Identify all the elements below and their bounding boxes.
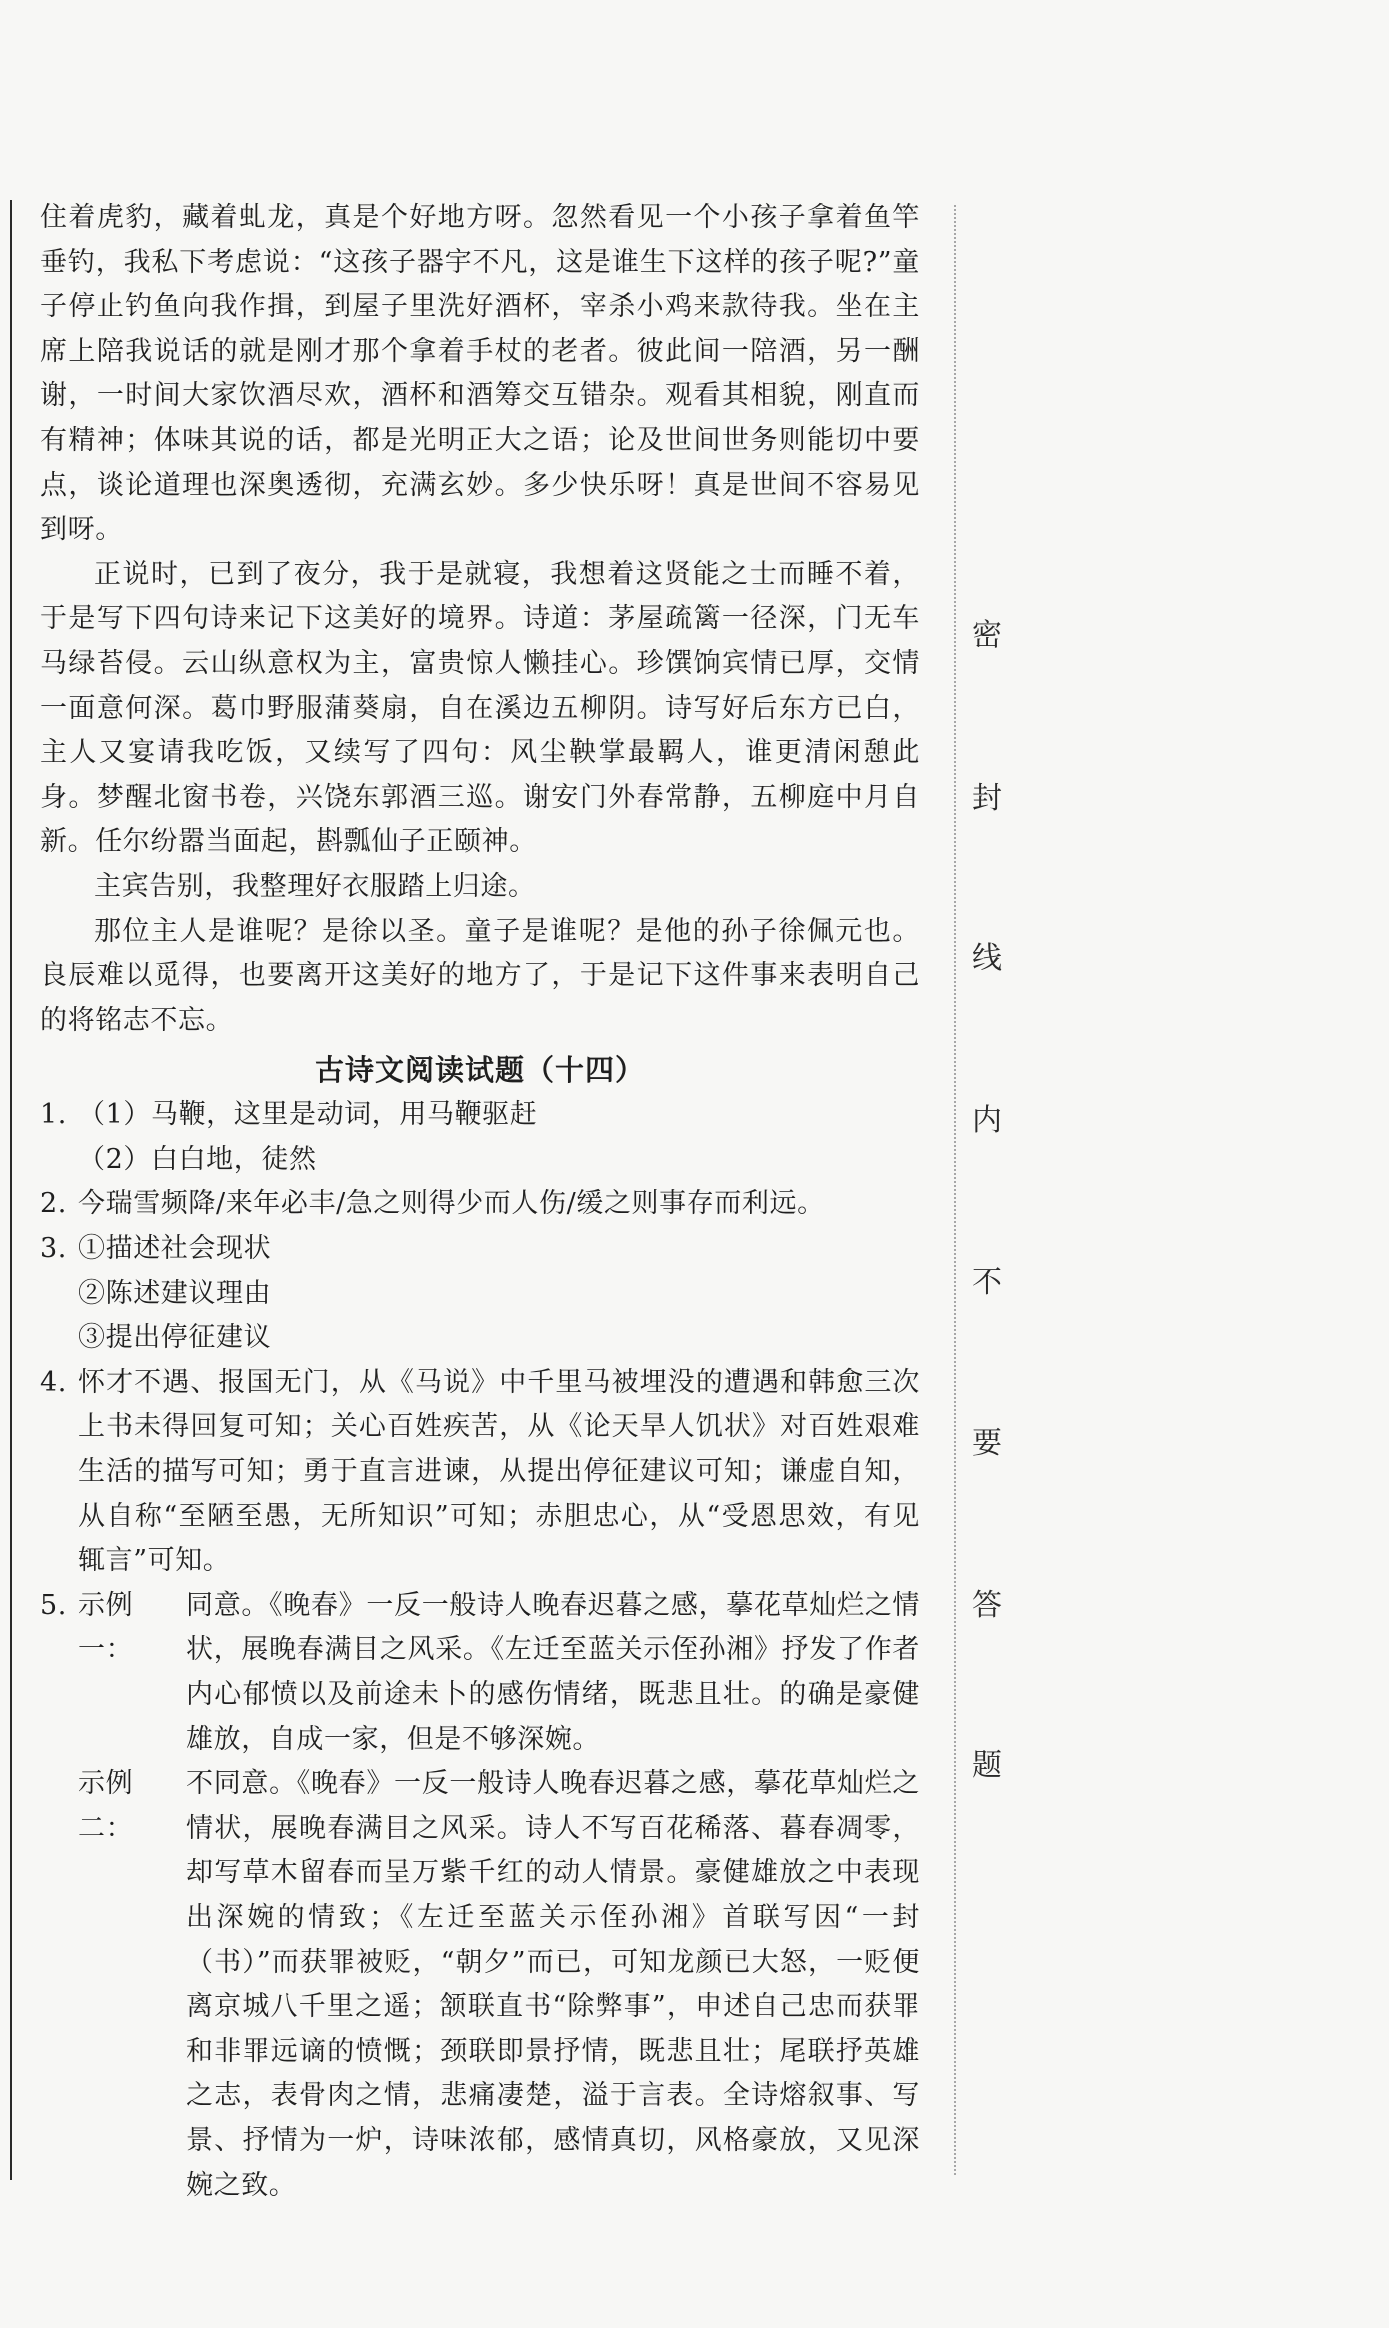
passage-paragraph-2: 正说时，已到了夜分，我于是就寝，我想着这贤能之士而睡不着，于是写下四句诗来记下这美好的境界。诗道：茅屋疏篱一径深，门无车马绿苔侵。云山纵意权为主，富贵惊人懒挂心。珍馔饷宾情已厚，交情一面意何深。葛巾野服蒲葵扇，自在溪边五柳阴。诗写好后东方已白，主人又宴请我吃饭，又续写了四句：风尘鞅掌最羁人，谁更清闲憩此身。梦醒北窗书卷，兴饶东郭酒三巡。谢安门外春常静，五柳庭中月自新。任尔纷嚣当面起，斟瓢仙子正颐神。 [40,558,920,858]
answer-1 [40,1093,920,1182]
answer-text: ③提出停征建议 [78,1322,272,1354]
answer-text: 怀才不遇、报国无门，从《马说》中千里马被埋没的遭遇和韩愈三次上书未得回复可知；关心百姓疾苦，从《论天旱人饥状》对百姓艰难生活的描写可知；勇于直言进谏，从提出停征建议可知；谦虚自知，从自称“至陋至愚，无所知识”可知；赤胆忠心，从“受恩思效，有见辄言”可知。 [78,1366,920,1577]
seal-char: 内 [972,1103,1002,1138]
seal-char: 线 [972,941,1002,976]
answer-number: 3. [40,1233,67,1265]
main-text-column [40,196,920,2208]
answer-5 [40,1584,920,2208]
seal-char: 要 [972,1426,1002,1461]
seal-char: 密 [972,618,1002,653]
answer-3 [40,1227,920,1361]
answer-text: （1）马鞭，这里是动词，用马鞭驱赶 [78,1099,538,1131]
passage-paragraph-3: 主宾告别，我整理好衣服踏上归途。 [94,870,536,902]
example-label: 示例二： [78,1768,134,1844]
answer-text: ②陈述建议理由 [78,1277,272,1309]
answer-number: 1. [40,1099,67,1131]
answer-number: 2. [40,1188,67,1220]
answer-4 [40,1361,920,1584]
answer-number: 4. [40,1366,67,1398]
answer-number: 5. [40,1589,67,1621]
example-text: 不同意。《晚春》一反一般诗人晚春迟暮之感，摹花草灿烂之情状，展晚春满目之风采。诗人不写百花稀落、暮春凋零，却写草木留春而呈万紫千红的动人情景。豪健雄放之中表现出深婉的情致；《左迁至蓝关示侄孙湘》首联写因“一封（书）”而获罪被贬，“朝夕”而已，可知龙颜已大怒，一贬便离京城八千里之遥；颔联直书“除弊事”，申述自己忠而获罪和非罪远谪的愤慨；颈联即景抒情，既悲且壮；尾联抒英雄之志，表骨肉之情，悲痛凄楚，溢于言表。全诗熔叙事、写景、抒情为一炉，诗味浓郁，感情真切，风格豪放，又见深婉之致。 [186,1768,920,2201]
example-label: 示例一： [78,1589,134,1666]
answer-text: （2）白白地，徒然 [78,1143,317,1175]
section-title: 古诗文阅读试题（十四） [314,1053,645,1088]
answer-2 [40,1182,920,1227]
left-margin-rule [10,200,12,2180]
seal-char: 封 [972,781,1002,816]
seal-char: 题 [972,1748,1002,1783]
seal-char: 答 [972,1588,1002,1623]
example-text: 同意。《晚春》一反一般诗人晚春迟暮之感，摹花草灿烂之情状，展晚春满目之风采。《左迁至蓝关示侄孙湘》抒发了作者内心郁愤以及前途未卜的感伤情绪，既悲且壮。的确是豪健雄放，自成一家，但是不够深婉。 [186,1589,920,1755]
seal-char: 不 [972,1265,1002,1300]
answer-text: ①描述社会现状 [78,1233,272,1265]
passage-paragraph-1: 住着虎豹，藏着虬龙，真是个好地方呀。忽然看见一个小孩子拿着鱼竿垂钓，我私下考虑说：“这孩子器宇不凡，这是谁生下这样的孩子呢?”童子停止钓鱼向我作揖，到屋子里洗好酒杯，宰杀小鸡来款待我。坐在主席上陪我说话的就是刚才那个拿着手杖的老者。彼此间一陪酒，另一酬谢，一时间大家饮酒尽欢，酒杯和酒筹交互错杂。观看其相貌，刚直而有精神；体味其说的话，都是光明正大之语；论及世间世务则能切中要点，谈论道理也深奥透彻，充满玄妙。多少快乐呀！真是世间不容易见到呀。 [40,202,920,546]
passage-paragraph-4: 那位主人是谁呢？是徐以圣。童子是谁呢？是他的孙子徐佩元也。良辰难以觅得，也要离开这美好的地方了，于是记下这件事来表明自己的将铭志不忘。 [40,915,920,1036]
seal-dotted-line [954,205,956,2175]
answer-text: 今瑞雪频降/来年必丰/急之则得少而人伤/缓之则事存而利远。 [78,1188,825,1220]
